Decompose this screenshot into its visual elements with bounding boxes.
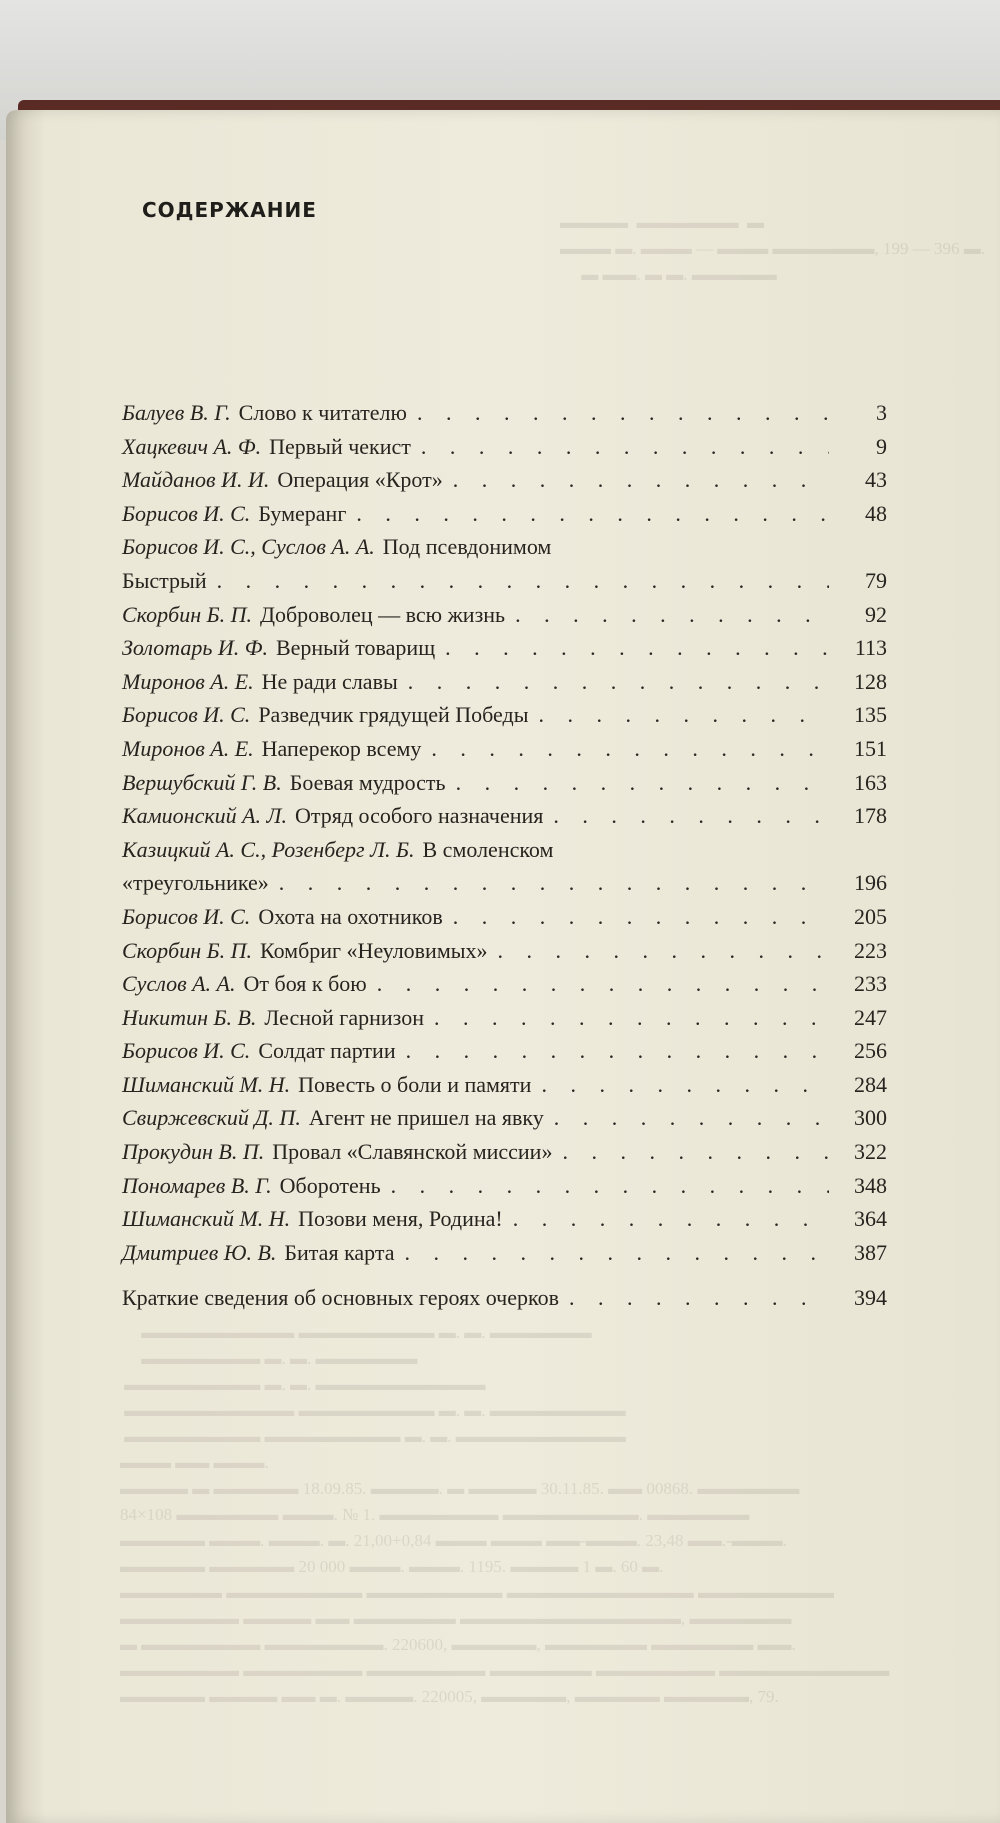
toc-entry-line-1 bbox=[122, 837, 887, 871]
toc-entry bbox=[122, 1139, 887, 1173]
entry-title: Краткие сведения об основных героях очерков bbox=[122, 1285, 559, 1311]
dot-leaders bbox=[569, 1285, 829, 1311]
entry-author: Золотарь И. Ф. bbox=[122, 635, 268, 661]
entry-author: Свиржевский Д. П. bbox=[122, 1105, 301, 1131]
dot-leaders bbox=[421, 434, 829, 460]
dot-leaders bbox=[279, 870, 829, 896]
entry-page-number: 151 bbox=[854, 735, 887, 761]
dot-leaders bbox=[356, 501, 829, 527]
toc-entry bbox=[122, 1173, 887, 1207]
entry-title: Оборотень bbox=[279, 1172, 381, 1198]
toc-entry bbox=[122, 770, 887, 804]
toc-entry bbox=[122, 635, 887, 669]
dot-leaders bbox=[541, 1072, 829, 1098]
dot-leaders bbox=[431, 736, 829, 762]
entry-page-number: 394 bbox=[854, 1285, 887, 1311]
entry-author: Борисов И. С. bbox=[122, 500, 251, 526]
entry-page-number: 300 bbox=[854, 1105, 887, 1131]
toc-entry bbox=[122, 669, 887, 703]
entry-page-number: 43 bbox=[865, 467, 887, 493]
dot-leaders bbox=[513, 1206, 829, 1232]
toc-entry bbox=[122, 400, 887, 434]
toc-entry bbox=[122, 501, 887, 535]
dot-leaders bbox=[445, 635, 829, 661]
entry-title: Отряд особого назначения bbox=[294, 803, 544, 829]
entry-title: Лесной гарнизон bbox=[264, 1004, 424, 1030]
entry-title-continued: «треугольнике» bbox=[122, 870, 269, 896]
entry-page-number: 163 bbox=[854, 769, 887, 795]
toc-entry-line-2 bbox=[122, 568, 887, 602]
show-through-text-top: ▬▬▬▬ ▬▬▬▬▬▬ ▬ ▬▬▬ ▬. ▬▬▬ — ▬▬▬ ▬▬▬▬▬▬, 199 — 396 ▬. ▬ ▬▬. ▬ ▬. ▬▬▬▬▬ bbox=[560, 213, 985, 284]
toc-entry bbox=[122, 803, 887, 837]
toc-entry bbox=[122, 1038, 887, 1072]
entry-title: Операция «Крот» bbox=[277, 467, 443, 493]
entry-author: Хацкевич А. Ф. bbox=[122, 433, 262, 459]
entry-author: Прокудин В. П. bbox=[122, 1139, 265, 1165]
toc-entry bbox=[122, 971, 887, 1005]
entry-title: Солдат партии bbox=[258, 1038, 396, 1064]
toc-entry-line-2 bbox=[122, 870, 887, 904]
dot-leaders bbox=[453, 904, 829, 930]
entry-author: Никитин Б. В. bbox=[122, 1004, 257, 1030]
toc-entry bbox=[122, 467, 887, 501]
entry-page-number: 135 bbox=[854, 702, 887, 728]
entry-author: Борисов И. С. bbox=[122, 702, 251, 728]
toc-entry bbox=[122, 1240, 887, 1274]
entry-author: Балуев В. Г. bbox=[122, 400, 231, 425]
toc-entry bbox=[122, 938, 887, 972]
entry-author: Борисов И. С. bbox=[122, 903, 251, 929]
entry-page-number: 128 bbox=[854, 668, 887, 694]
entry-title: В смоленском bbox=[422, 836, 554, 862]
entry-title: Верный товарищ bbox=[275, 635, 436, 661]
show-through-text-bottom: ▬▬▬▬▬▬▬▬▬ ▬▬▬▬▬▬▬▬ ▬. ▬. ▬▬▬▬▬▬ ▬▬▬▬▬▬▬ ▬. ▬. ▬▬▬▬▬▬ ▬▬▬▬▬▬▬▬ ▬. ▬. ▬▬▬▬▬▬▬▬▬▬ ▬▬▬▬▬▬▬▬▬▬ ▬▬▬▬▬▬▬▬ ▬. ▬. ▬▬▬▬▬▬▬▬ ▬▬▬▬▬▬▬▬ ▬▬▬▬▬▬▬▬ ▬. ▬. ▬▬▬▬▬▬▬▬▬▬ ▬▬▬ ▬▬ ▬▬▬. ▬▬▬▬ ▬ ▬▬▬▬▬ 18.09.85. ▬▬▬▬. ▬ ▬▬▬▬ 30.11.85. ▬▬ 00868. ▬▬▬▬▬▬ 84×108 ▬▬▬▬▬▬ ▬▬▬. № 1. ▬▬▬▬▬▬▬ ▬▬▬▬▬▬▬▬. ▬▬▬▬▬▬ ▬▬▬▬▬ ▬▬▬. ▬▬▬. ▬. 21,00+0,84 ▬▬▬ ▬▬▬ ▬▬-▬▬▬. 23,48 ▬▬.-▬▬▬. ▬▬▬▬▬ ▬▬▬▬▬ 20 000 ▬▬▬. ▬▬▬. 1195. ▬▬▬▬ 1 ▬. 60 ▬. ▬▬▬▬▬▬ ▬▬▬▬▬▬▬▬ ▬▬▬▬▬▬▬▬ ▬▬▬▬▬▬▬▬▬▬▬ ▬▬▬▬▬▬▬▬ ▬▬▬▬▬▬▬ ▬▬▬▬ ▬▬ ▬▬▬▬▬▬ ▬▬▬▬▬▬▬▬▬▬▬▬▬, ▬▬▬▬▬▬ ▬ ▬▬▬▬▬▬▬ ▬▬▬▬▬▬▬. 220600, ▬▬▬▬▬, ▬▬▬▬▬▬ ▬▬▬▬▬▬ ▬▬. ▬▬▬▬▬▬▬ ▬▬▬▬▬▬▬ ▬▬▬▬▬▬▬ ▬▬▬▬▬▬ ▬▬▬▬▬▬▬ ▬▬▬▬▬▬▬▬▬▬ ▬▬▬▬▬ ▬▬▬▬ ▬▬ ▬. ▬▬▬▬. 220005, ▬▬▬▬▬, ▬▬▬▬▬ ▬▬▬▬▬, 79. bbox=[120, 1323, 890, 1706]
table-of-contents bbox=[122, 400, 887, 1319]
entry-page-number: 48 bbox=[865, 500, 887, 526]
entry-title: Под псевдонимом bbox=[382, 534, 552, 560]
dot-leaders bbox=[434, 1005, 829, 1031]
entry-author: Камионский А. Л. bbox=[122, 803, 287, 829]
dot-leaders bbox=[408, 669, 829, 695]
entry-title: Агент не пришел на явку bbox=[308, 1105, 544, 1131]
entry-page-number: 178 bbox=[854, 803, 887, 829]
entry-title: Доброволец — всю жизнь bbox=[259, 601, 506, 627]
entry-title: Позови меня, Родина! bbox=[298, 1206, 503, 1232]
entry-title: Повесть о боли и памяти bbox=[298, 1071, 532, 1097]
entry-author: Миронов А. Е. bbox=[122, 668, 254, 694]
entry-author: Казицкий А. С., Розенберг Л. Б. bbox=[122, 836, 415, 862]
dot-leaders bbox=[562, 1139, 829, 1165]
dot-leaders bbox=[539, 702, 829, 728]
entry-author: Пономарев В. Г. bbox=[122, 1172, 272, 1198]
dot-leaders bbox=[406, 1038, 829, 1064]
dot-leaders bbox=[515, 602, 829, 628]
toc-entry bbox=[122, 1072, 887, 1106]
entry-title-continued: Быстрый bbox=[122, 567, 207, 593]
entry-page-number: 233 bbox=[854, 971, 887, 997]
entry-title: Боевая мудрость bbox=[289, 769, 446, 795]
entry-title: Слово к читателю bbox=[238, 400, 407, 425]
entry-page-number: 247 bbox=[854, 1004, 887, 1030]
entry-title: Наперекор всему bbox=[261, 735, 422, 761]
dot-leaders bbox=[554, 1105, 829, 1131]
toc-entry bbox=[122, 702, 887, 736]
entry-author: Суслов А. А. bbox=[122, 971, 236, 997]
dot-leaders bbox=[405, 1240, 829, 1266]
entry-page-number: 79 bbox=[865, 567, 887, 593]
dot-leaders bbox=[553, 803, 829, 829]
entry-title: Провал «Славянской миссии» bbox=[272, 1139, 553, 1165]
entry-title: Битая карта bbox=[284, 1239, 395, 1265]
entry-page-number: 92 bbox=[865, 601, 887, 627]
entry-page-number: 205 bbox=[854, 903, 887, 929]
entry-page-number: 348 bbox=[854, 1172, 887, 1198]
entry-author: Миронов А. Е. bbox=[122, 735, 254, 761]
toc-entry bbox=[122, 434, 887, 468]
entry-page-number: 196 bbox=[854, 870, 887, 896]
entry-page-number: 284 bbox=[854, 1071, 887, 1097]
entry-title: От боя к бою bbox=[243, 971, 367, 997]
dot-leaders bbox=[377, 971, 829, 997]
entry-author: Шиманский М. Н. bbox=[122, 1071, 291, 1097]
dot-leaders bbox=[417, 400, 829, 426]
entry-author: Скорбин Б. П. bbox=[122, 601, 252, 627]
entry-title: Не ради славы bbox=[261, 668, 398, 694]
entry-author: Скорбин Б. П. bbox=[122, 937, 252, 963]
entry-page-number: 256 bbox=[854, 1038, 887, 1064]
toc-entry-line-1 bbox=[122, 534, 887, 568]
toc-entry bbox=[122, 1206, 887, 1240]
entry-page-number: 322 bbox=[854, 1139, 887, 1165]
dot-leaders bbox=[391, 1173, 829, 1199]
dot-leaders bbox=[217, 568, 829, 594]
toc-entry bbox=[122, 736, 887, 770]
toc-entry bbox=[122, 1005, 887, 1039]
entry-page-number: 387 bbox=[854, 1239, 887, 1265]
entry-author: Дмитриев Ю. В. bbox=[122, 1239, 277, 1265]
entry-title: Разведчик грядущей Победы bbox=[258, 702, 529, 728]
dot-leaders bbox=[453, 467, 829, 493]
entry-title: Охота на охотников bbox=[258, 903, 443, 929]
entry-title: Комбриг «Неуловимых» bbox=[259, 937, 488, 963]
toc-entry bbox=[122, 602, 887, 636]
entry-page-number: 9 bbox=[876, 433, 887, 459]
toc-entry bbox=[122, 1105, 887, 1139]
entry-page-number: 223 bbox=[854, 937, 887, 963]
entry-author: Борисов И. С. bbox=[122, 1038, 251, 1064]
entry-author: Борисов И. С., Суслов А. А. bbox=[122, 534, 375, 560]
entry-page-number: 3 bbox=[876, 400, 887, 425]
dot-leaders bbox=[456, 770, 829, 796]
entry-title: Бумеранг bbox=[258, 500, 347, 526]
entry-author: Майданов И. И. bbox=[122, 467, 270, 493]
dot-leaders bbox=[498, 938, 829, 964]
page-title: СОДЕРЖАНИЕ bbox=[142, 198, 317, 222]
entry-page-number: 364 bbox=[854, 1206, 887, 1232]
toc-entry bbox=[122, 904, 887, 938]
entry-author: Шиманский М. Н. bbox=[122, 1206, 291, 1232]
toc-entry-summary bbox=[122, 1285, 887, 1319]
entry-page-number: 113 bbox=[854, 635, 887, 661]
entry-title: Первый чекист bbox=[269, 433, 411, 459]
entry-author: Вершубский Г. В. bbox=[122, 769, 282, 795]
